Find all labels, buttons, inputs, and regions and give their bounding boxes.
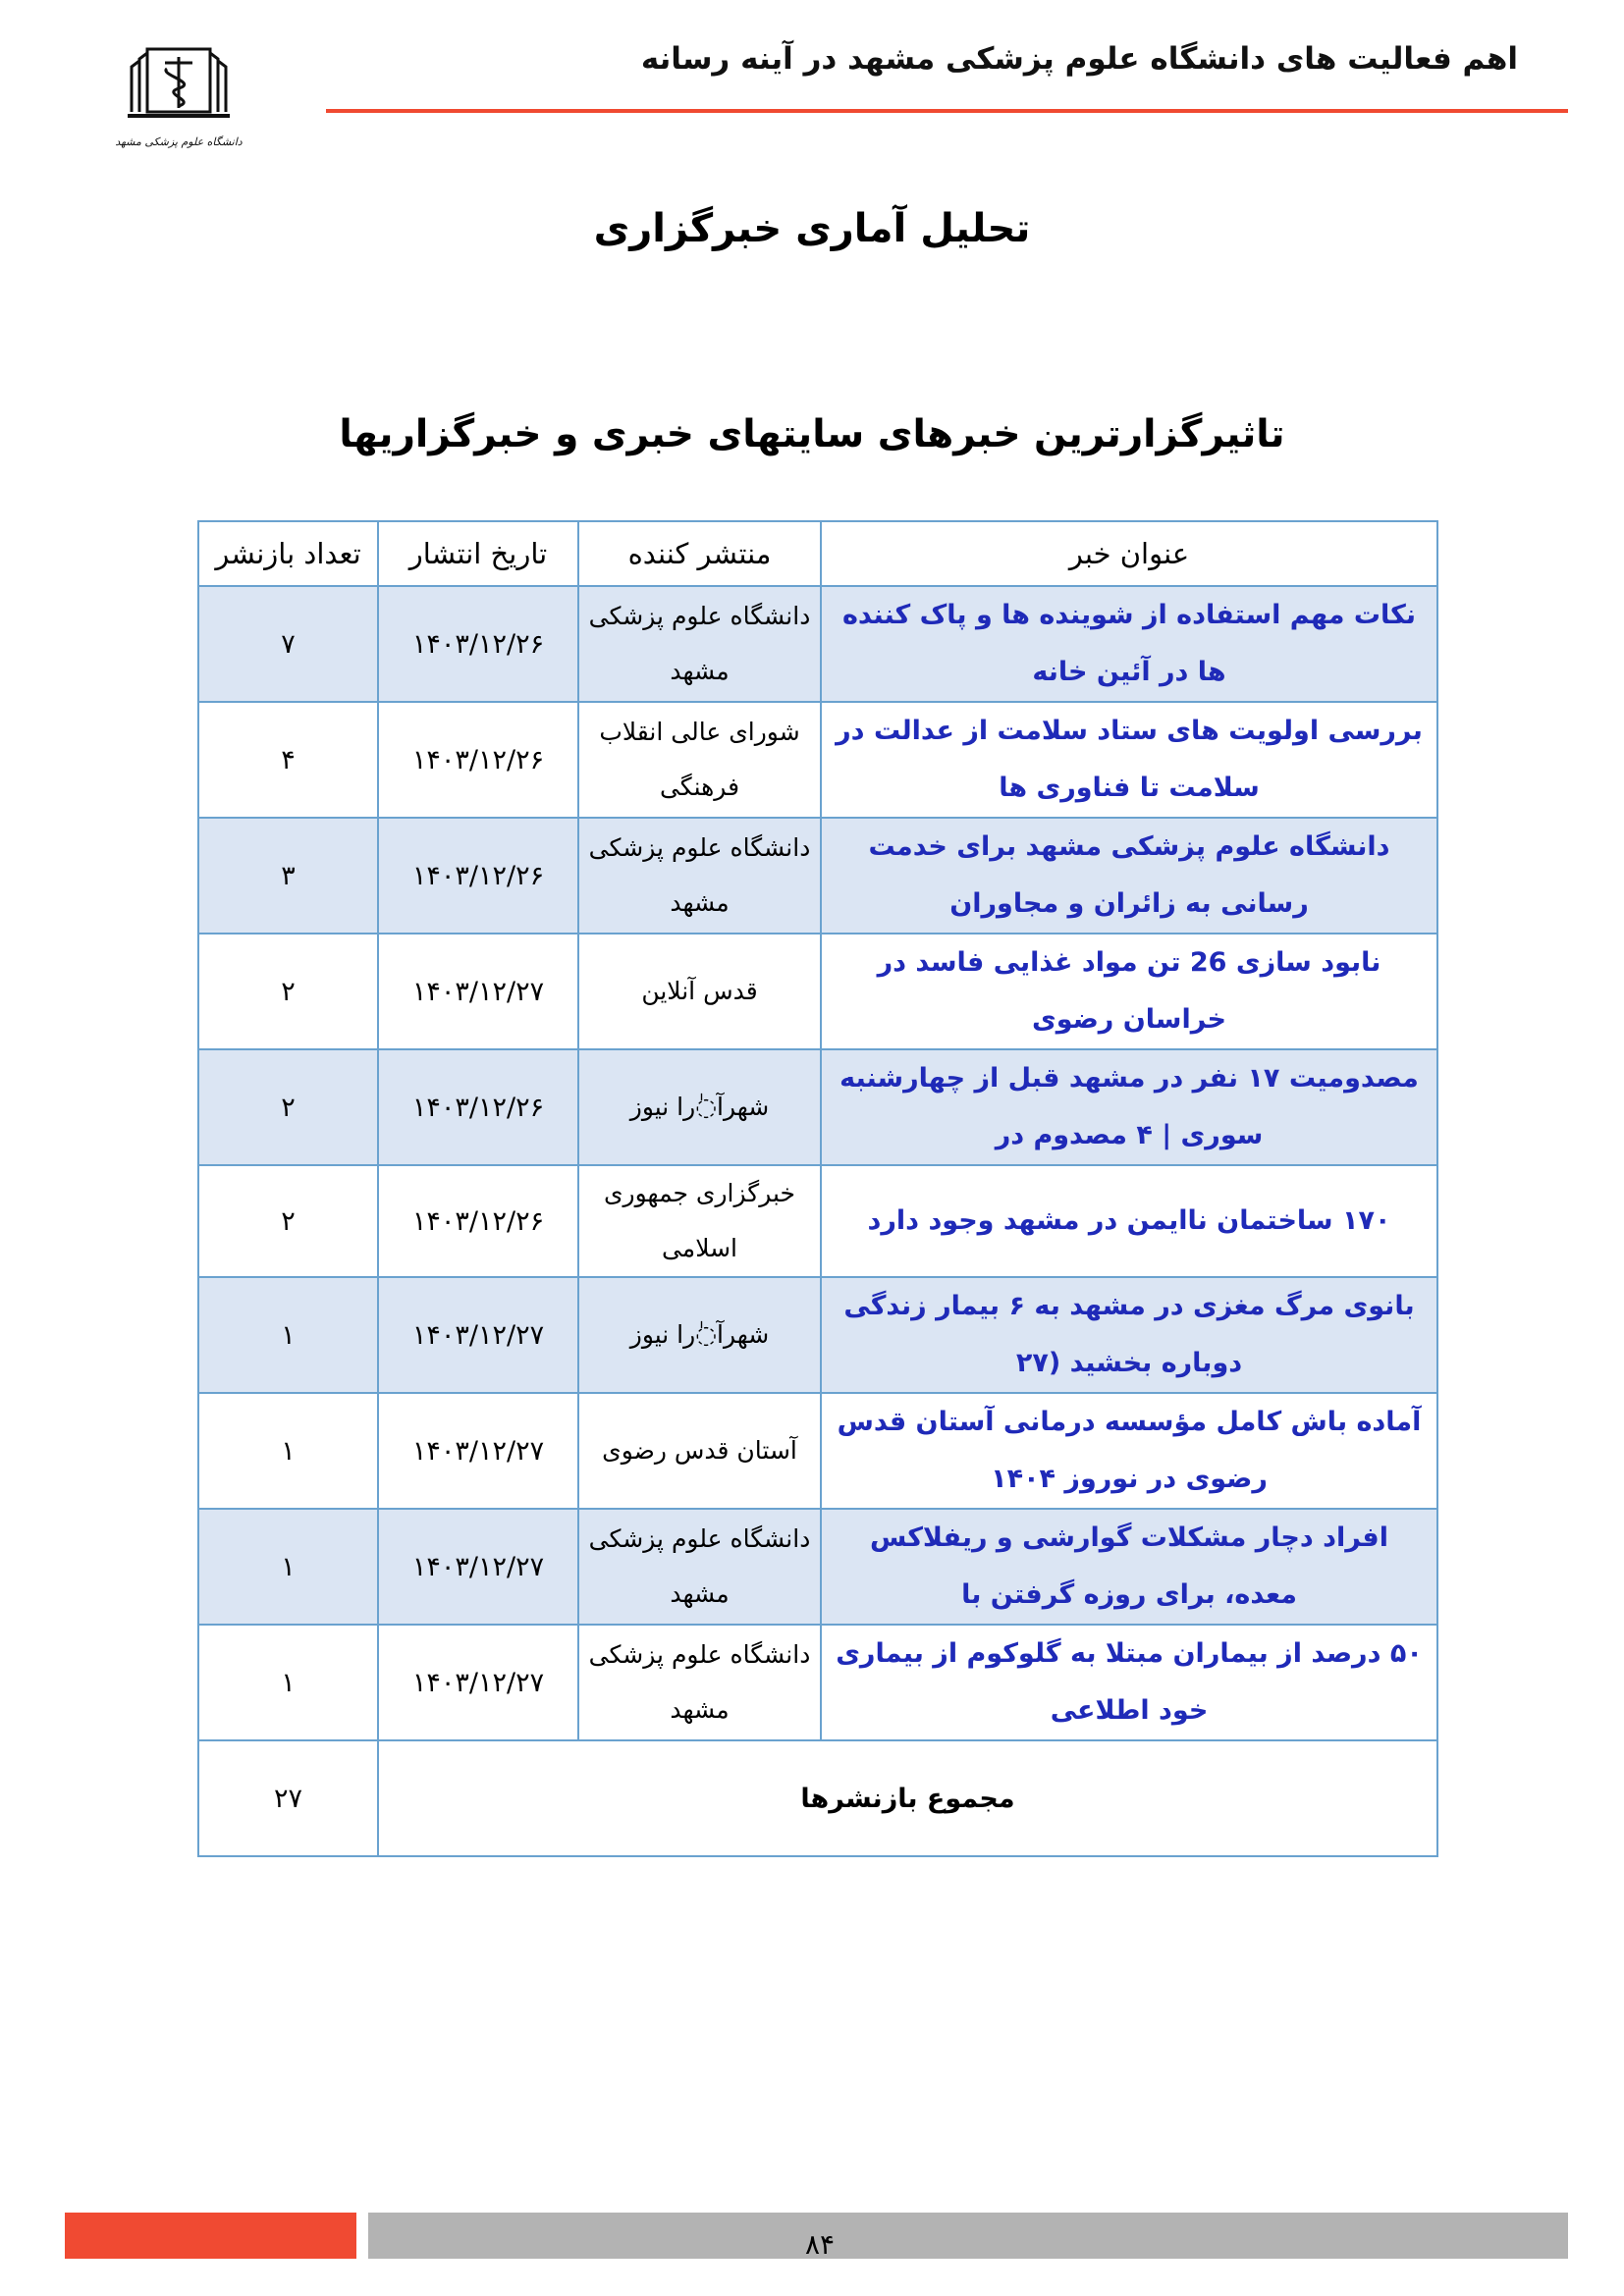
header-title-column: عنوان خبر (821, 521, 1437, 586)
footer-gray-bar (368, 2213, 1568, 2259)
header-count-column: تعداد بازنشر (198, 521, 378, 586)
news-date: ۱۴۰۳/۱۲/۲۶ (378, 818, 578, 934)
news-title: افراد دچار مشکلات گوارشی و ریفلاکس معده، برای روزه گرفتن با (821, 1509, 1437, 1625)
news-publisher: دانشگاه علوم پزشکی مشهد (578, 1625, 821, 1740)
news-publisher: دانشگاه علوم پزشکی مشهد (578, 818, 821, 934)
news-count: ۱ (198, 1625, 378, 1740)
news-publisher: شورای عالی انقلاب فرهنگی (578, 702, 821, 818)
news-date: ۱۴۰۳/۱۲/۲۶ (378, 1165, 578, 1277)
page-title: تحلیل آماری خبرگزاری (593, 206, 1031, 251)
news-title: بانوی مرگ مغزی در مشهد به ۶ بیمار زندگی دوباره بخشید (۲۷ (821, 1277, 1437, 1393)
table-row (198, 1165, 1437, 1277)
table-row (198, 1393, 1437, 1509)
news-count: ۱ (198, 1277, 378, 1393)
header-date-column: تاریخ انتشار (378, 521, 578, 586)
news-title: ۵۰ درصد از بیماران مبتلا به گلوکوم از بیماری خود اطلاعی (821, 1625, 1437, 1740)
news-publisher: شهرآ◌ٰرا نیوز (578, 1049, 821, 1165)
news-publisher: آستان قدس رضوی (578, 1393, 821, 1509)
news-date: ۱۴۰۳/۱۲/۲۷ (378, 1393, 578, 1509)
news-title: ۱۷۰ ساختمان ناایمن در مشهد وجود دارد (821, 1165, 1437, 1277)
table-total-row (198, 1740, 1437, 1856)
news-count: ۴ (198, 702, 378, 818)
news-date: ۱۴۰۳/۱۲/۲۷ (378, 934, 578, 1049)
table-row (198, 1277, 1437, 1393)
news-title: بررسی اولویت های ستاد سلامت از عدالت در سلامت تا فناوری ها (821, 702, 1437, 818)
university-logo (110, 39, 247, 167)
news-title: دانشگاه علوم پزشکی مشهد برای خدمت رسانی به زائران و مجاوران (821, 818, 1437, 934)
total-value: ۲۷ (198, 1740, 378, 1856)
news-publisher: خبرگزاری جمهوری اسلامی (578, 1165, 821, 1277)
news-date: ۱۴۰۳/۱۲/۲۷ (378, 1625, 578, 1740)
news-publisher: دانشگاه علوم پزشکی مشهد (578, 586, 821, 702)
table-row (198, 586, 1437, 702)
news-publisher: دانشگاه علوم پزشکی مشهد (578, 1509, 821, 1625)
news-count: ۱ (198, 1509, 378, 1625)
table-row (198, 1625, 1437, 1740)
news-title: مصدومیت ۱۷ نفر در مشهد قبل از چهارشنبه سوری | ۴ مصدوم در (821, 1049, 1437, 1165)
logo-caption: دانشگاه علوم پزشکی مشهد (115, 135, 243, 148)
news-count: ۷ (198, 586, 378, 702)
news-title: نابود سازی 26 تن مواد غذایی فاسد در خراسان رضوی (821, 934, 1437, 1049)
news-count: ۲ (198, 1165, 378, 1277)
table-row (198, 1509, 1437, 1625)
news-publisher: شهرآ◌ٰرا نیوز (578, 1277, 821, 1393)
section-title: تاثیرگزارترین خبرهای سایتهای خبری و خبرگزاریها (339, 412, 1285, 456)
news-date: ۱۴۰۳/۱۲/۲۷ (378, 1277, 578, 1393)
news-date: ۱۴۰۳/۱۲/۲۶ (378, 1049, 578, 1165)
news-table (197, 520, 1438, 1857)
news-date: ۱۴۰۳/۱۲/۲۶ (378, 702, 578, 818)
table-row (198, 1049, 1437, 1165)
news-count: ۱ (198, 1393, 378, 1509)
table-row (198, 818, 1437, 934)
total-label: مجموع بازنشرها (378, 1740, 1437, 1856)
news-count: ۳ (198, 818, 378, 934)
news-title: نکات مهم استفاده از شوینده ها و پاک کننده ها در آئین خانه (821, 586, 1437, 702)
news-count: ۲ (198, 1049, 378, 1165)
news-publisher: قدس آنلاین (578, 934, 821, 1049)
table-row (198, 934, 1437, 1049)
table-header-row (198, 521, 1437, 586)
news-title: آماده باش کامل مؤسسه درمانی آستان قدس رضوی در نوروز ۱۴۰۴ (821, 1393, 1437, 1509)
news-date: ۱۴۰۳/۱۲/۲۷ (378, 1509, 578, 1625)
table-row (198, 702, 1437, 818)
header-publisher-column: منتشر کننده (578, 521, 821, 586)
header-divider (326, 109, 1568, 113)
header-title: اهم فعالیت های دانشگاه علوم پزشکی مشهد در آینه رسانه (640, 41, 1518, 77)
page-number: ۸۴ (804, 2228, 836, 2261)
news-count: ۲ (198, 934, 378, 1049)
news-date: ۱۴۰۳/۱۲/۲۶ (378, 586, 578, 702)
footer-red-bar (65, 2213, 356, 2259)
